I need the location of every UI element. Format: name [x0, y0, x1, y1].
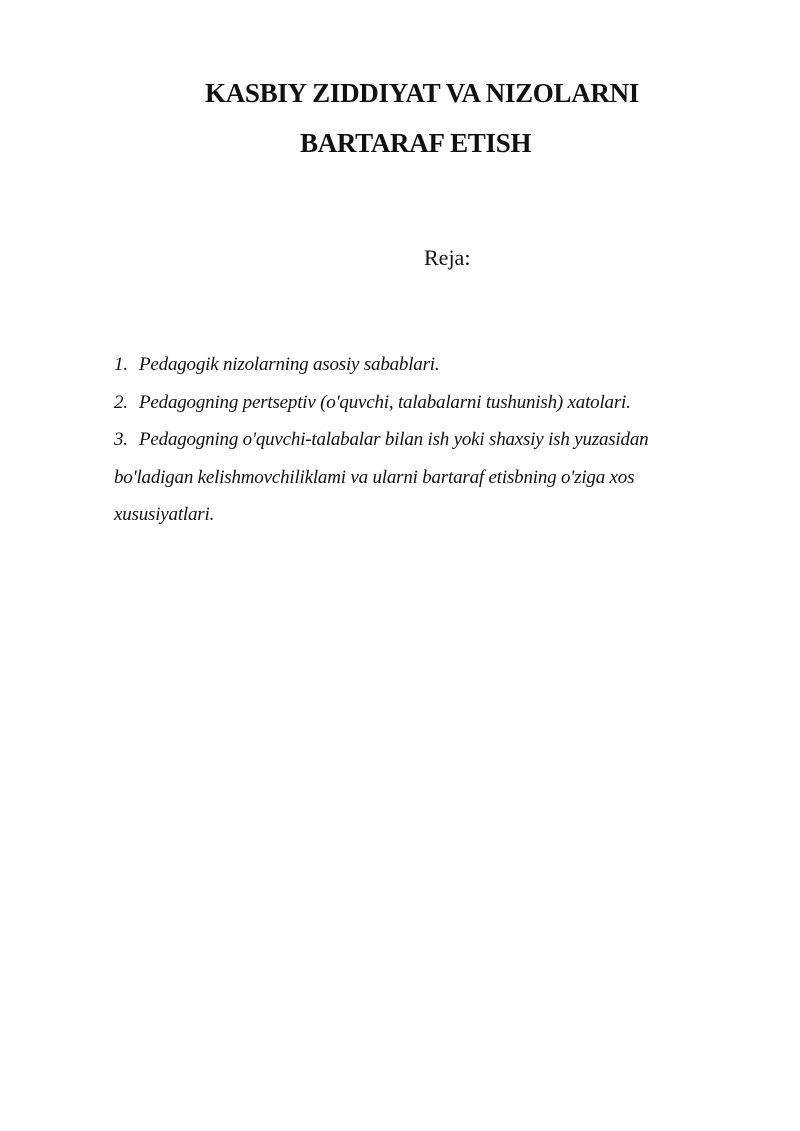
plan-item-text: Pedagogning pertseptiv (o'quvchi, talabalarni tushunish) xatolari.: [139, 391, 631, 413]
page-title-line-2: BARTARAF ETISH: [300, 128, 532, 158]
plan-item-text: Pedagogning o'quvchi-talabalar bilan ish yoki shaxsiy ish yuzasidan bo'ladigan kelishmovchiliklami va ularni bartaraf etisbning o'ziga xos xususiyatlari.: [114, 429, 649, 525]
plan-item-number: 1.: [114, 354, 128, 375]
plan-item-2: [114, 384, 714, 422]
plan-heading: Reja:: [424, 245, 471, 270]
plan-list: [114, 346, 714, 534]
plan-item-number: 3.: [114, 429, 128, 450]
plan-item-number: 2.: [114, 391, 128, 413]
plan-item-text: Pedagogik nizolarning asosiy sabablari.: [139, 354, 440, 375]
plan-item-1: [114, 346, 714, 384]
plan-item-3: [114, 421, 714, 534]
page-title-line-1: KASBIY ZIDDIYAT VA NIZOLARNI: [205, 78, 640, 108]
